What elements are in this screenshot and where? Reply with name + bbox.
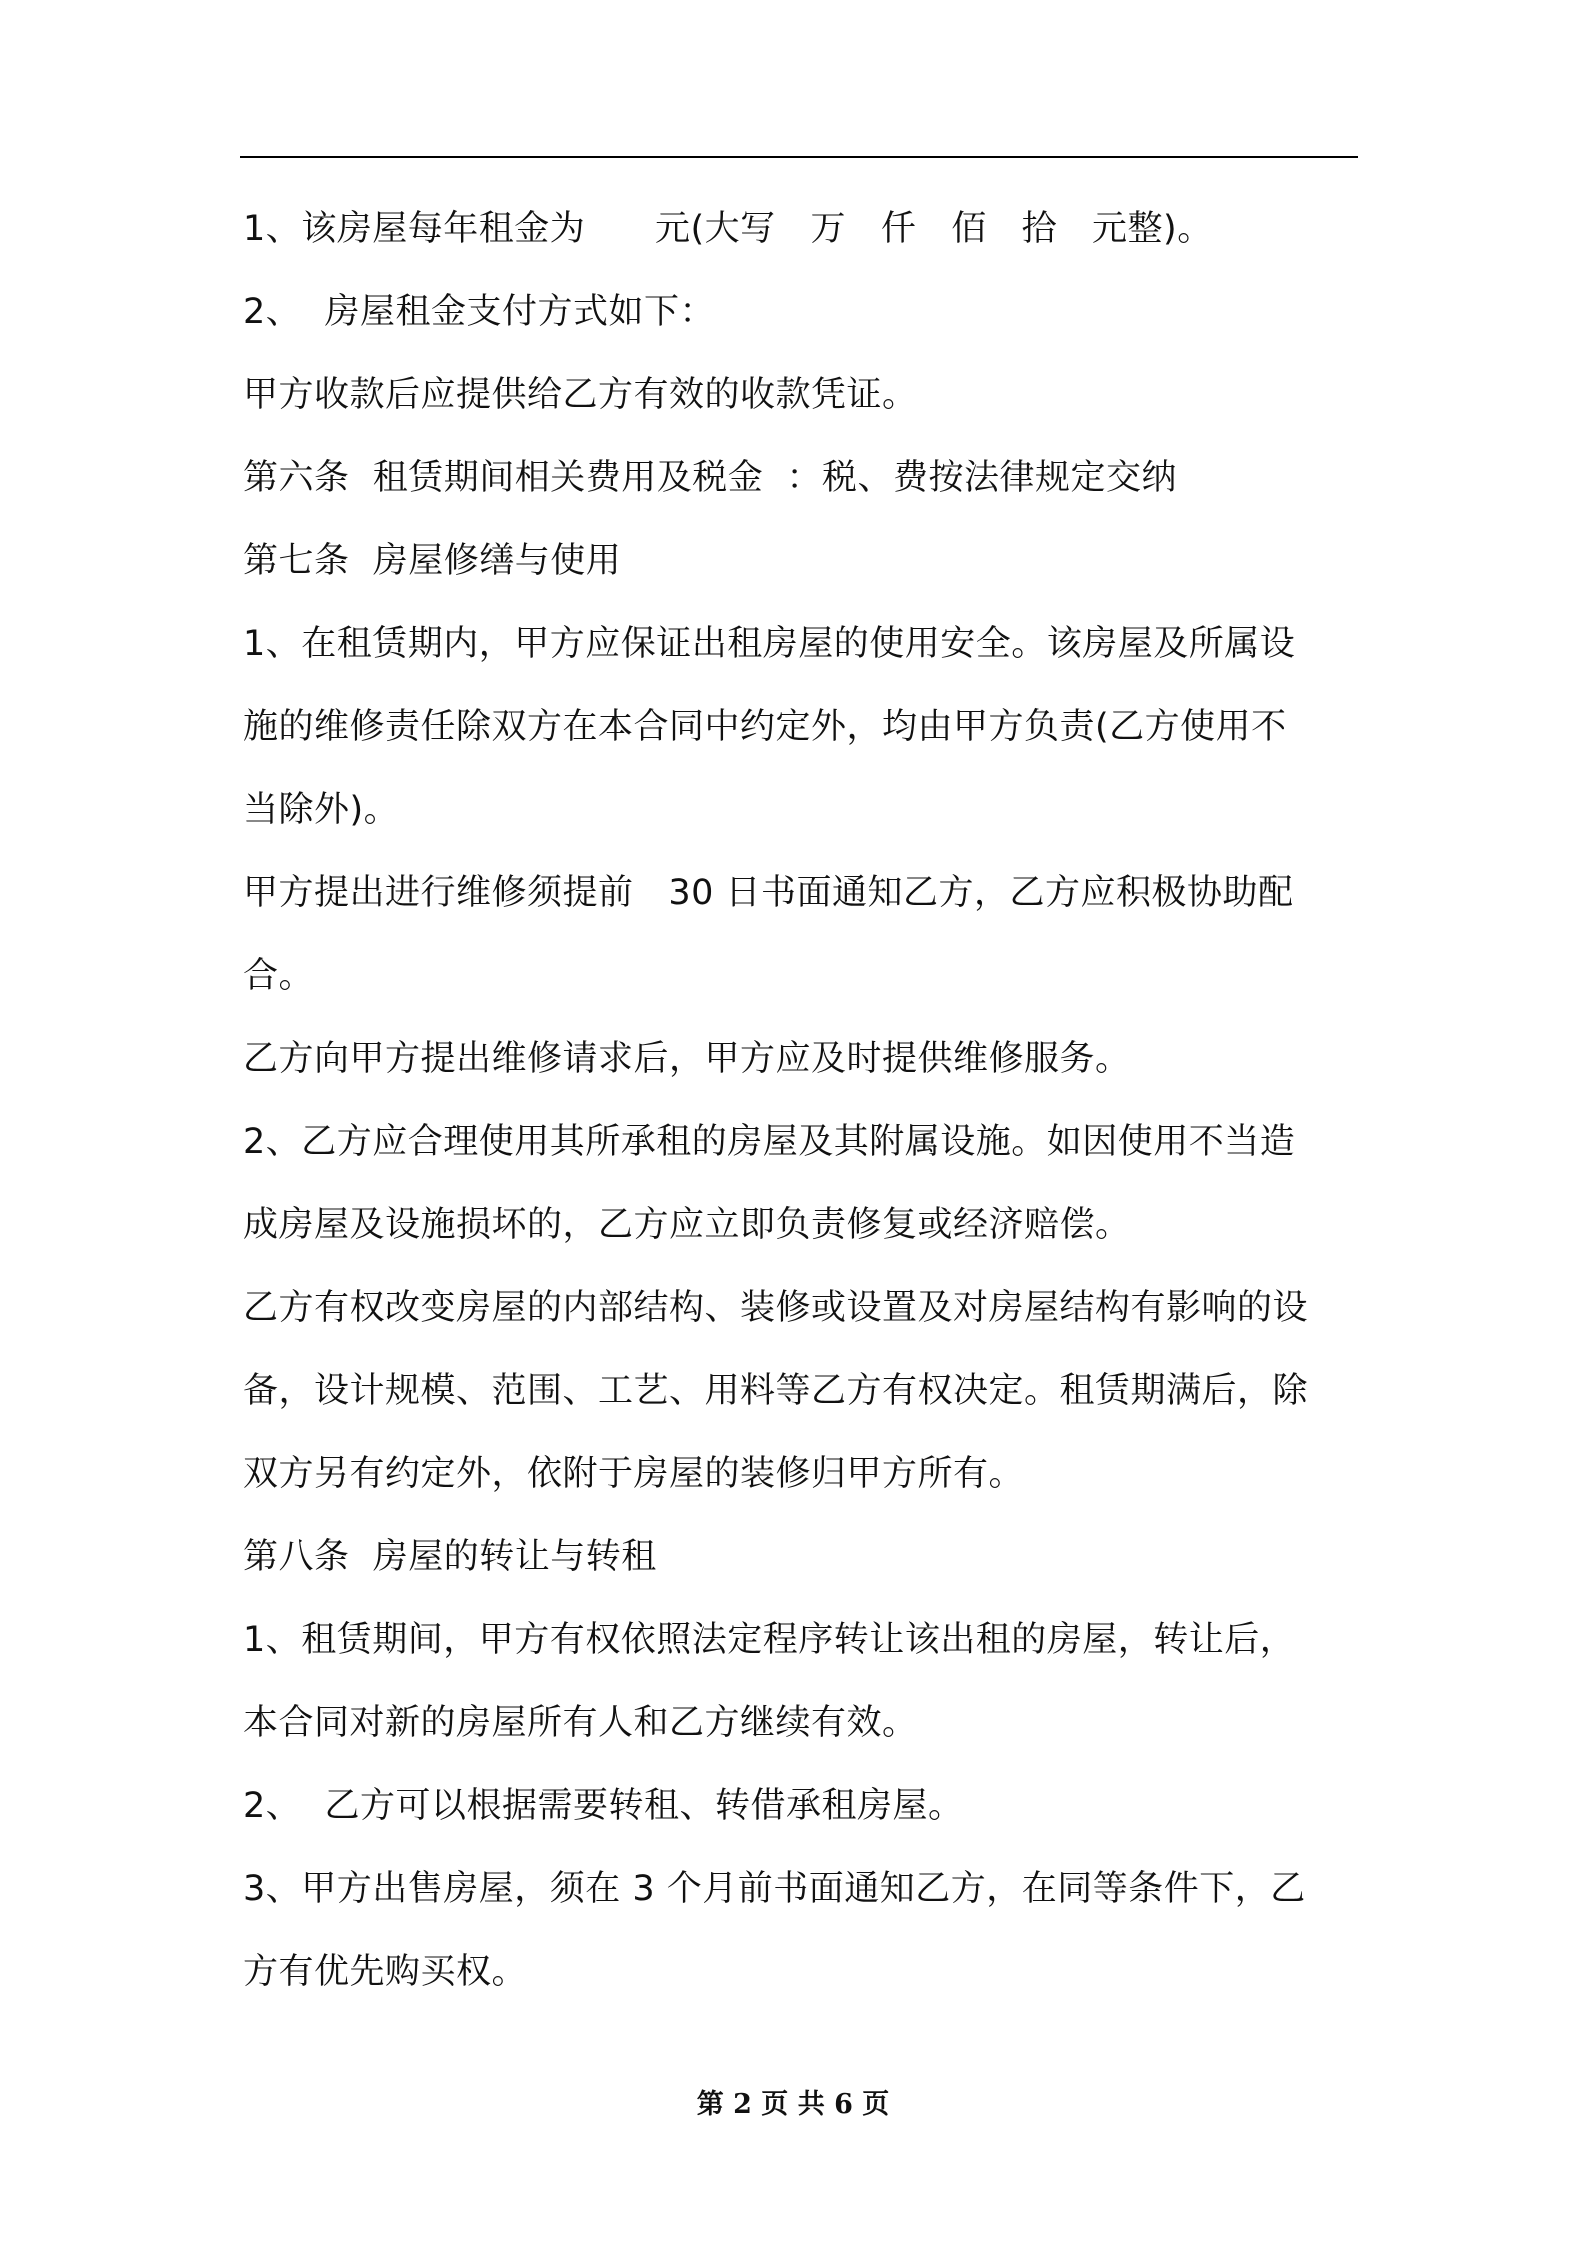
paragraph-line: 施的维修责任除双方在本合同中约定外，均由甲方负责(乙方使用不 [243, 707, 1287, 747]
paragraph-line: 甲方提出进行维修须提前 30 日书面通知乙方，乙方应积极协助配 [243, 873, 1294, 913]
payment-method-line: 2、 房屋租金支付方式如下： [243, 292, 716, 332]
paragraph-line: 1、在租赁期内，甲方应保证出租房屋的使用安全。该房屋及所属设 [243, 624, 1296, 664]
paragraph-line: 2、 乙方可以根据需要转租、转借承租房屋。 [243, 1786, 964, 1826]
paragraph-line: 本合同对新的房屋所有人和乙方继续有效。 [243, 1703, 918, 1743]
paragraph-line: 乙方向甲方提出维修请求后，甲方应及时提供维修服务。 [243, 1039, 1131, 1079]
paragraph-line: 方有优先购买权。 [243, 1952, 528, 1992]
paragraph-line: 3、甲方出售房屋，须在 3 个月前书面通知乙方，在同等条件下，乙 [243, 1869, 1306, 1909]
paragraph-line: 合。 [243, 956, 315, 996]
receipt-line: 甲方收款后应提供给乙方有效的收款凭证。 [243, 375, 918, 415]
paragraph-line: 成房屋及设施损坏的，乙方应立即负责修复或经济赔偿。 [243, 1205, 1131, 1245]
article-eight-heading: 第八条 房屋的转让与转租 [243, 1537, 657, 1577]
paragraph-line: 乙方有权改变房屋的内部结构、装修或设置及对房屋结构有影响的设 [243, 1288, 1309, 1328]
article-six-heading: 第六条 租赁期间相关费用及税金 ：税、费按法律规定交纳 [243, 458, 1178, 498]
rent-amount-line: 1、该房屋每年租金为 元(大写 万 仟 佰 拾 元整)。 [243, 209, 1213, 249]
paragraph-line: 双方另有约定外，依附于房屋的装修归甲方所有。 [243, 1454, 1025, 1494]
page-number: 第 2 页 共 6 页 [696, 2089, 890, 2120]
paragraph-line: 1、租赁期间，甲方有权依照法定程序转让该出租的房屋，转让后， [243, 1620, 1296, 1660]
article-seven-heading: 第七条 房屋修缮与使用 [243, 541, 622, 581]
paragraph-line: 2、乙方应合理使用其所承租的房屋及其附属设施。如因使用不当造 [243, 1122, 1296, 1162]
paragraph-line: 备，设计规模、范围、工艺、用料等乙方有权决定。租赁期满后，除 [243, 1371, 1309, 1411]
paragraph-line: 当除外)。 [243, 790, 400, 830]
header-rule [240, 156, 1358, 158]
